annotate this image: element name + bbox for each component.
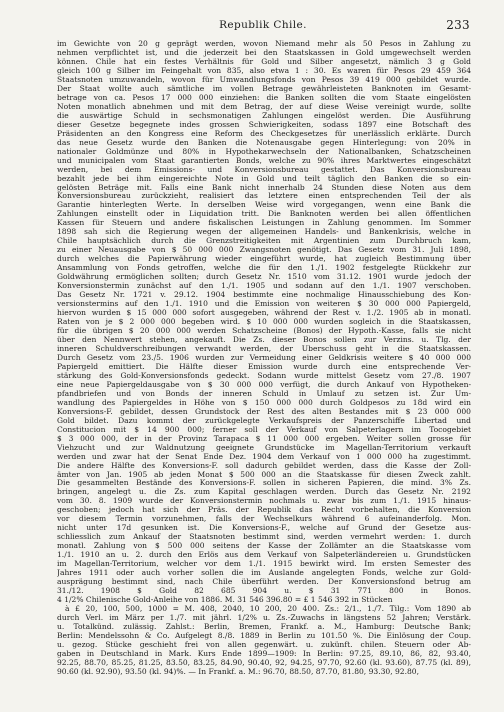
- text-line: 4 1/2% Chilenische Gold-Anleihe von 1886. M. 31 546 396.80 = £ 1 546 392 in Stücken: [57, 596, 393, 605]
- text-line: 90.60 (kl. 92.90), 93.50 (kl. 94)%. — In Frankf. a. M.: 96.70, 88.50, 87.70, 81.80, 93.30, 92.80,: [57, 667, 419, 676]
- text-line: können. Chile hat ein festes Verhältnis für Gold und Silber angesetzt, nämlich 3 g Gold: [57, 57, 471, 66]
- text-line: stärkung des Gold-Konversionsfonds gedeckt. Sodann wurde mittelst Gesetz vom 27./8. 1907: [57, 371, 471, 380]
- text-line: gaben in Deutschland in Mark. Kurs Ende 1899—1909: In Berlin: 97.25, 89.10, 86, 82, 93.40,: [57, 649, 471, 658]
- text-line: Papiergeld emittiert. Die Hälfte dieser Emission wurde durch eine entsprechende Ver-: [57, 362, 471, 371]
- text-line: à £ 20, 100, 500, 1000 = M. 408, 2040, 10 200, 20 400. Zs.: 2/1., 1./7. Tilg.: Vom 1890 ab: [65, 605, 471, 614]
- text-line: nicht unter 17d gesunken ist. Die Konversions-F., welche auf Grund der Gesetze aus-: [57, 524, 471, 533]
- text-line: versionstermins auf den 1./1. 1910 und die Emission von weiteren $ 30 000 000 Papiergeld,: [57, 300, 471, 309]
- text-line: werden, bei dem Emissions- und Konversionsbureau gestattet. Das Konversionsbureau: [57, 165, 471, 174]
- text-line: Ansammlung von Fonds getroffen, welche die für den 1./1. 1902 festgelegte Rückkehr zur: [57, 264, 471, 273]
- text-line: inneren Schuldverschreibungen verwandt werden, der Überschuss geht in die Staatskassen.: [57, 344, 471, 353]
- running-title: Republik Chile.: [219, 19, 307, 31]
- text-line: das neue Gesetz wurde den Banken die Notenausgabe gegen Hinterlegung: von 20% in: [57, 138, 471, 147]
- text-line: wandlung des Papiergeldes in Höhe von $ 150 000 000 durch Goldpesos zu 18d wird ein: [57, 398, 471, 407]
- text-line: Die gesammelten Bestände des Konversions-F. sollen in sicheren Papieren, die mind. 3% Zs.: [57, 479, 471, 488]
- text-line: 1898 sah sich die Regierung wegen der allgemeinen Handels- und Bankenkrisis, welche in: [57, 228, 471, 237]
- text-line: pfandbriefen und von Bonds der inneren Schuld in Umlauf zu setzen ist. Zur Um-: [57, 389, 471, 398]
- text-line: 1./1. 1910 an u. 2. durch den Erlös aus dem Verkauf von Salpeterländereien u. Grundstücken: [57, 551, 471, 560]
- text-line: nationaler Goldmünze und 80% in Hypothekarwechseln der Nationalbanken, Schatzscheinen: [57, 147, 471, 156]
- text-line: zu einer Neuausgabe von $ 50 000 000 Zwangsnoten genötigt. Das Gesetz vom 31. Juli 1898,: [57, 246, 471, 255]
- text-line: u. gezog. Stücke geschieht frei von allen gegenwärt. u. zukünft. chilen. Steuern oder Ab-: [57, 640, 471, 649]
- text-line: vor diesem Termin vorzunehmen, falls der Wechselkurs während 6 aufeinanderfolg. Mon.: [57, 515, 471, 524]
- text-line: ämter von Jan. 1905 ab jeden Monat $ 500 000 an die Staatskasse für diesen Zweck zahlt.: [57, 470, 471, 479]
- text-line: hiervon wurden $ 15 000 000 sofort ausgegeben, während der Rest v. 1./2. 1905 ab in monatl.: [57, 309, 471, 318]
- text-line: 92.25, 88.70, 85.25, 81.25, 83.50, 83.25, 84.90, 90.40, 92, 94.25, 97.70, 92.60 (kl. 93.60), 87.75 (kl. 89),: [57, 658, 471, 667]
- text-line: geschoben; jedoch hat sich der Präs. der Republik das Recht vorbehalten, die Konversion: [57, 506, 471, 515]
- text-line: dieser Gesetze begegnete indes grossen Schwierigkeiten, sodass 1897 eine Botschaft des: [57, 120, 471, 129]
- text-line: Konversionsbureau zurückzieht, realisiert das letztere einen entsprechenden Teil der als: [57, 192, 471, 201]
- text-line: Chile hauptsächlich durch die Grenzstreitigkeiten mit Argentinien zum Durchbruch kam,: [57, 237, 471, 246]
- text-line: Viehzucht und zur Waldnutzung geeignete Grundstücke im Magellan-Territorium verkauft: [57, 443, 471, 452]
- text-line: Staatsnoten umzuwandeln, wovon für Umwandlungsfonds von Pesos 39 419 000 gebildet wurde.: [57, 75, 471, 84]
- text-line: Berlin: Mendelssohn & Co. Aufgelegt 8./8. 1889 in Berlin zu 101.50 %. Die Einlösung der Coup.: [57, 631, 471, 640]
- text-line: betrage von ca. Pesos 17 000 000 einziehen: die Banken sollten die vom Staate eingelösten: [57, 93, 471, 102]
- text-line: vom 30. 8. 1909 wurde der Konversionstermin nochmals u. zwar bis zum 1./1. 1915 hinaus-: [57, 497, 471, 506]
- text-line: 31./12. 1908 $ Gold 82 685 904 u. $ 31 771 800 in Bonos.: [57, 587, 471, 596]
- text-line: Jahres 1911 oder auch vorher sollen die im Auslande angelegten Fonds, welche zur Gold-: [57, 569, 471, 578]
- text-line: Präsidenten an den Kongress eine Reform des Checkgesetzes für unerlässlich erklärte. Durch: [57, 129, 471, 138]
- text-line: bringen, angelegt u. die Zs. zum Kapital geschlagen werden. Durch das Gesetz Nr. 2192: [57, 488, 471, 497]
- text-line: Konversions-F. gebildet, dessen Grundstock der Rest des alten Bestandes mit $ 23 000 000: [57, 407, 471, 416]
- text-line: Das Gesetz Nr. 1721 v. 29.12. 1904 bestimmte eine nochmalige Hinausschiebung des Kon-: [57, 291, 471, 300]
- text-line: u. Totalkünd. zulässig. Zahlst.: Berlin, Bremen, Frankf. a. M., Hamburg: Deutsche Bank;: [57, 622, 471, 631]
- text-line: durch welches die Papierwährung wieder eingeführt wurde, hat zugleich Bestimmung über: [57, 255, 471, 264]
- text-line: gelösten Beträge mit. Falls eine Bank nicht innerhalb 24 Stunden diese Noten aus dem: [57, 183, 471, 192]
- text-line: Kassen für Steuern und andere fiskalischen Leistungen in Zahlung genommen. Im Sommer: [57, 219, 471, 228]
- text-line: Constitucion mit $ 14 900 000; ferner soll der Verkauf von Salpeterlagern im Tocogebiet: [57, 425, 471, 434]
- text-line: Die andere Hälfte des Konversions-F. soll dadurch gebildet werden, dass die Kasse der Zoll-: [57, 461, 471, 470]
- text-line: gleich 100 g Silber im Feingehalt von 835, also etwa 1 : 30. Es waren für Pesos 29 459 364: [57, 66, 471, 75]
- text-line: und municipalen vom Staat garantierten Bonds, welche zu 90% ihres Marktwertes eingeschätzt: [57, 156, 471, 165]
- page-number: 233: [446, 18, 470, 32]
- text-line: Garantie hinterlegten Werte. In derselben Weise wird vorgegangen, wenn eine Bank die: [57, 201, 471, 210]
- text-line: Noten monatlich abnehmen und mit dem Betrag, der auf diese Weise vereinigt wurde, sollte: [57, 102, 471, 111]
- page-header: [56, 19, 470, 35]
- text-line: schliesslich zum Ankauf der Staatsnoten bestimmt sind, werden vermehrt werden: 1. durch: [57, 533, 471, 542]
- text-line: werden und zwar hat der Senat Ende Dez. 1904 dem Verkauf von 1 000 000 ha zugestimmt.: [57, 452, 471, 461]
- text-line: durch Verl. im März per 1./7. mit jährl. 1/2% u. Zs.-Zuwachs in längstens 52 Jahren; Verstärk.: [57, 614, 471, 622]
- text-line: Konversionstermin zunächst auf den 1./1. 1905 und sodann auf den 1./1. 1907 verschoben.: [57, 282, 471, 291]
- text-line: ausprägung bestimmt sind, nach Chile überführt werden. Der Konversionsfond betrug am: [57, 578, 471, 587]
- text-line: im Magellan-Territorium, welcher vor dem 1./1. 1915 bewirkt wird. Im ersten Semester des: [57, 560, 471, 569]
- text-line: monatl. Zahlung von $ 500 000 seitens der Kasse der Zollämter an die Staatskasse vom: [57, 542, 471, 551]
- text-line: Durch Gesetz vom 23./5. 1906 wurden zur Vermeidung einer Geldkrisis weitere $ 40 000 000: [57, 353, 471, 362]
- text-line: Der Staat wollte auch sämtliche im vollen Betrage gewährleisteten Banknoten im Gesamt-: [57, 84, 471, 93]
- text-line: eine neue Papiergeldausgabe von $ 30 000 000 verfügt, die durch Ankauf von Hypotheken-: [57, 380, 471, 389]
- text-line: über den Nennwert stehen, angekauft. Die Zs. dieser Bonos sollen zur Verzins. u. Tlg. der: [57, 335, 471, 344]
- text-line: $ 3 000 000, der in der Provinz Tarapaca $ 11 000 000 ergeben. Weiter sollen grosse für: [57, 434, 471, 443]
- text-line: Goldwährung ermöglichen sollten; durch Gesetz Nr. 1510 vom 31.12. 1901 wurde jedoch der: [57, 273, 471, 282]
- body-text: [57, 40, 471, 677]
- text-line: für die übrigen $ 20 000 000 werden Schatzscheine (Bonos) der Hypoth.-Kasse, falls sie nicht: [57, 327, 471, 335]
- text-line: Zahlungen einstellt oder in Liquidation tritt. Die Banknoten werden bei allen öffentlichen: [57, 210, 471, 219]
- text-line: die auswärtige Schuld in sechsmonatigen Zahlungen eingelöst werden. Die Ausführung: [57, 111, 471, 120]
- text-line: im Gewichte von 20 g geprägt werden, wovon Niemand mehr als 50 Pesos in Zahlung zu: [57, 40, 471, 48]
- text-line: nehmen verpflichtet ist, und die jederzeit bei den Staatskassen in Gold umgewechselt werden: [57, 48, 471, 57]
- text-line: bezahlt jede bei ihm eingereichte Note in Gold und teilt täglich den Banken die so ein-: [57, 174, 471, 183]
- text-line: Raten von je $ 2 000 000 begeben wird. $ 10 000 000 wurden sogleich in die Staatskassen,: [57, 318, 471, 327]
- text-line: Gold bildet. Dazu kommt der zurückgelegte Verkaufspreis der Panzerschiffe Libertad und: [57, 416, 471, 425]
